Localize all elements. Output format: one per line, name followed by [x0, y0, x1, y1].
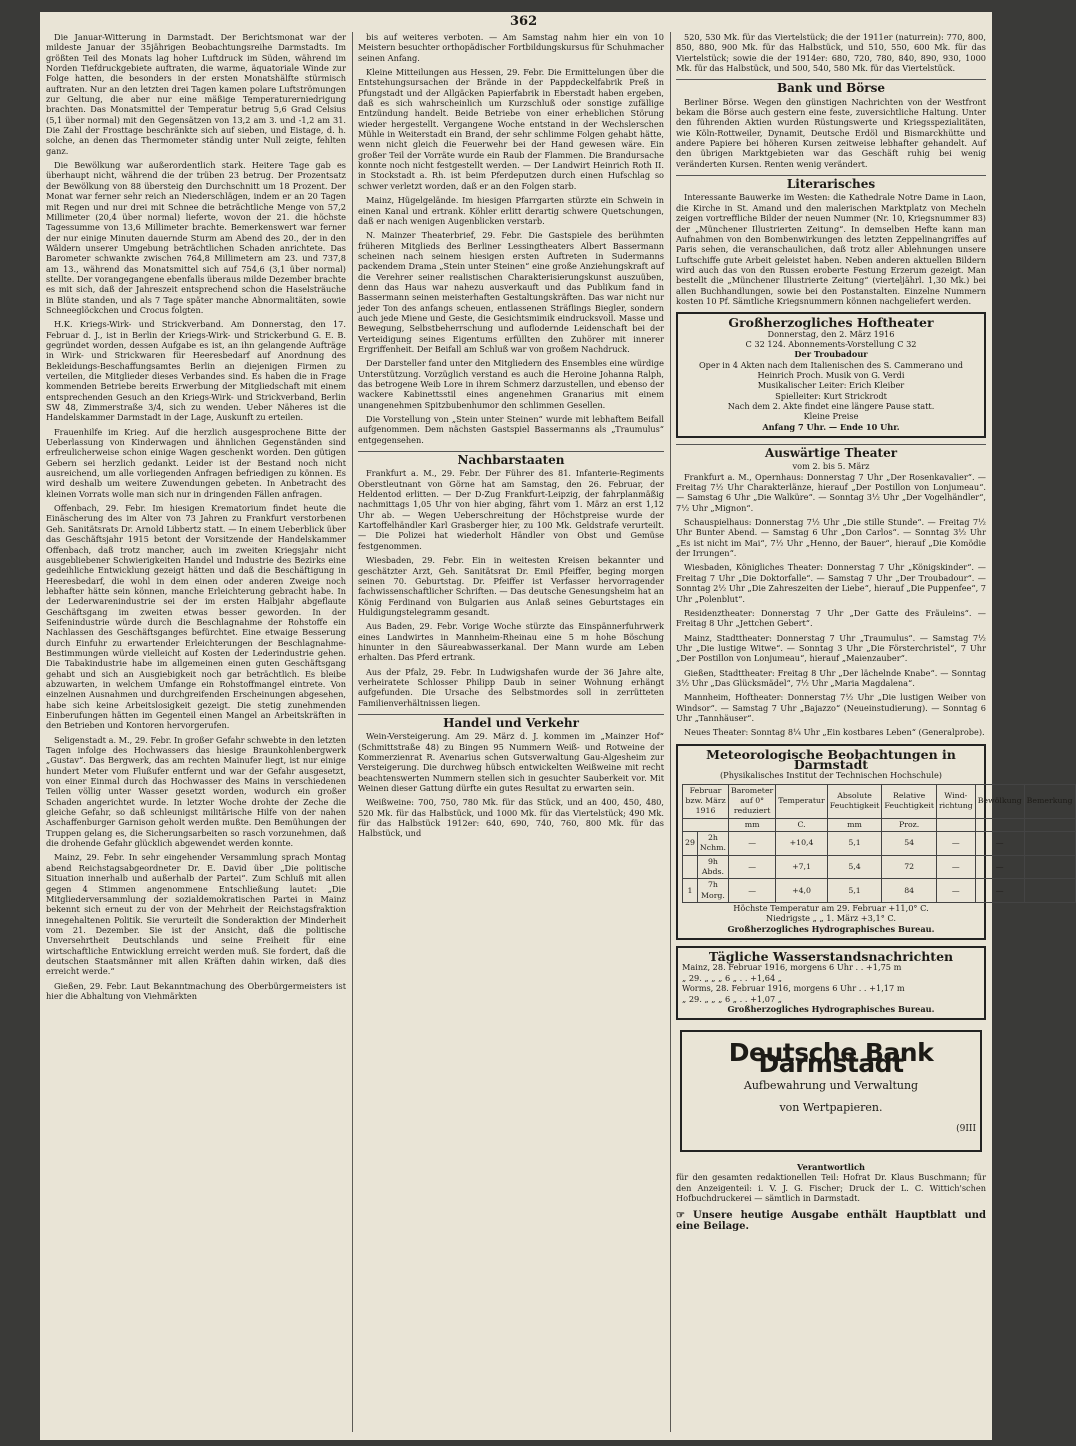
met-cell: 9h Abds.	[697, 855, 728, 879]
ad-line-1: Aufbewahrung und Verwaltung	[743, 1078, 919, 1092]
verantwortlich-title: Verantwortlich	[797, 1161, 865, 1172]
column-1	[46, 32, 346, 1432]
hoftheater-preise: Kleine Preise	[803, 411, 859, 422]
met-head: Absolute Feuchtigkeit	[827, 784, 882, 818]
water-box	[676, 946, 986, 1020]
met-unit	[1024, 818, 1075, 831]
met-header-row	[683, 784, 1076, 818]
met-cell: 5,4	[827, 855, 882, 879]
article: Die Vorstellung von „Stein unter Steinen“ wurde mit lebhaftem Beifall aufgenommen. Dem nächsten Gastspiel Bassermanns als „Traumulus“ entgegensehen.	[358, 414, 664, 445]
water-line: „ 29. „ „ „ 6 „ . . +1,07 „	[682, 993, 783, 1004]
theater-listing: Gießen, Stadttheater: Freitag 8 Uhr „Der lächelnde Knabe“. — Sonntag 3½ Uhr „Das Glücksmädel“, 7½ Uhr „Maria Magdalena“.	[676, 667, 986, 688]
hoftheater-date: Donnerstag, den 2. März 1916	[767, 328, 895, 339]
theater-listing: Neues Theater: Sonntag 8¼ Uhr „Ein kostbares Leben“ (Generalprobe).	[684, 727, 985, 738]
water-line: Mainz, 28. Februar 1916, morgens 6 Uhr . . +1,75 m	[682, 962, 902, 973]
met-cell: 1	[683, 879, 698, 903]
hoftheater-desc: Oper in 4 Akten nach dem Italienischen des S. Cammerano und Heinrich Proch. Musik von G. Verdi	[698, 359, 964, 380]
theater-listing: Residenztheater: Donnerstag 7 Uhr „Der Gatte des Fräuleins“. — Freitag 8 Uhr „Jettchen Gebert“.	[676, 607, 986, 629]
article: Aus der Pfalz, 29. Febr. In Ludwigshafen wurde der 36 Jahre alte, verheiratete Schlosser Philipp Daub in seiner Wohnung erhängt aufgefunden. Die Ursache des Selbstmordes soll in zerrütteten Familienverhältnissen liegen.	[358, 666, 664, 708]
met-head: Bewölkung	[975, 784, 1024, 818]
article: Wiesbaden, 29. Febr. Ein in weitesten Kreisen bekannter und geschätzter Arzt, Geh. Sanitätsrat Dr. Emil Pfeiffer, beging morgen seinen 70. Geburtstag. Dr. Pfeiffer ist Verfasser hervorragender fachwissenschaftlicher Schriften. — Das deutsche Genesungsheim hat an König Ferdinand von Bulgarien aus Anlaß seines Geburtstages ein Huldigungstelegramm gesandt.	[358, 555, 664, 617]
met-unit	[683, 818, 729, 831]
article: N. Mainzer Theaterbrief, 29. Febr. Die Gastspiele des berühmten früheren Mitglieds des Berliner Lessingtheaters Albert Bassermann scheinen nach seinem hiesigen ersten Auftreten in Sudermanns packendem Drama „Stein unter Steinen“ eine große Anziehungskraft auf die Verehrer seiner realistischen Charakterisierungskunst auszuüben, denn das Haus war nahezu ausverkauft und das Publikum fand in Bassermann seinen meisterhaften Gestaltungskräften. Das war nicht nur jeder Ton des anfangs scheuen, entlassenen Sträflings Biegler, sondern auch jede Miene und Geste, die Gesichtsmimik eindrucksvoll. Masse und Bewegung, Selbstbeherrschung und auflodernde Leidenschaft bei der Verteidigung seines Eigentums erfüllten den Zuhörer mit innerer Ergriffenheit. Der Beifall am Schluß war von großem Nachdruck.	[358, 230, 664, 354]
water-line: Worms, 28. Februar 1916, morgens 6 Uhr . . +1,17 m	[682, 983, 905, 994]
met-cell: 84	[882, 879, 937, 903]
met-cell: —	[936, 879, 975, 903]
met-head: Barometer auf 0° reduziert	[729, 784, 776, 818]
page-number: 362	[510, 14, 538, 29]
column-2	[358, 32, 664, 1432]
met-cell: 5,1	[827, 879, 882, 903]
met-unit: C.	[776, 818, 827, 831]
auswaertig-subtitle: vom 2. bis 5. März	[792, 461, 870, 472]
water-line: „ 29. „ „ „ 6 „ . . +1,64 „	[682, 972, 783, 983]
ad-line-2: von Wertpapieren.	[779, 1101, 883, 1115]
met-cell: —	[936, 855, 975, 879]
met-row	[683, 832, 1076, 856]
met-cell: +4,0	[776, 879, 827, 903]
met-cell: 7h Morg.	[697, 879, 728, 903]
column-3	[676, 32, 1073, 1432]
hoftheater-box	[676, 312, 986, 438]
met-unit: mm	[827, 818, 882, 831]
article: H.K. Kriegs-Wirk- und Strickverband. Am Donnerstag, den 17. Februar d. J., ist in Berlin der Kriegs-Wirk- und Strickerbund G. E. B. gegründet worden, dessen Aufgabe es ist, an ihn gelangende Aufträge in Wirk- und Strickwaren für Heeresbedarf auf Anordnung des Bekleidungs-Beschaffungsamtes Berlin an diejenigen Firmen zu verteilen, die Mitglieder dieses Verbandes sind. Es haben die in Frage kommenden Betriebe bereits Erwerbung der Mitgliedschaft mit einem entsprechenden Gesuch an den Kriegs-Wirk- und Strickverband, Berlin SW 48, Zimmerstraße 3/4, sich zu wenden. Ueber Näheres ist die Handelskammer Darmstadt in der Lage, Auskunft zu erteilen.	[46, 319, 346, 423]
article: Aus Baden, 29. Febr. Vorige Woche stürzte das Einspännerfuhrwerk eines Landwirtes in Mannheim-Rheinau eine 5 m hohe Böschung hinunter in den Säureabwasserkanal. Der Mann wurde am Leben erhalten. Das Pferd ertrank.	[358, 621, 664, 663]
hoftheater-title: Großherzogliches Hoftheater	[728, 315, 934, 331]
met-box	[676, 744, 1073, 941]
article: Die Bewölkung war außerordentlich stark. Heitere Tage gab es überhaupt nicht, während die der trüben 23 betrug. Der Prozentsatz der Bewölkung von 88 übersteig den Durchschnitt um 18 Prozent. Der Monat war ferner sehr reich an Niederschlägen, indem er an 20 Tagen mit Regen und nur drei mit Schnee die beträchtliche Menge von 57,2 Millimeter (20,4 über normal) lieferte, wovon der 21. die höchste Tagessumme von 13,6 Millimeter brachte. Bemerkenswert war ferner der nur einige Minuten dauernde Sturm am Abend des 20., der in den Wäldern unserer Umgebung beträchtlichen Schaden anrichtete. Das Barometer schwankte zwischen 764,8 Millimetern am 23. und 737,8 am 13., während das Monatsmittel sich auf 754,6 (3,1 über normal) stellte. Der vorangegangene ebenfalls überaus milde Dezember brachte es mit sich, daß der Jahreszeit entsprechend schon die Haselsträuche in Blüte standen, und als 7 Tage später manche Abnormalitäten, sowie Schneeglöckchen und Crocus folgten.	[46, 160, 346, 315]
hoftheater-abo: C 32 124. Abonnements-Vorstellung C 32	[745, 338, 917, 349]
theater-listing: Wiesbaden, Königliches Theater: Donnerstag 7 Uhr „Königskinder“. — Freitag 7 Uhr „Die Doktorfalle“. — Samstag 7 Uhr „Der Troubadour“. — Sonntag 2½ Uhr „Die Zahreszeiten der Liebe“, hierauf „Die Puppenfee“, 7 Uhr „Polenblut“.	[676, 562, 986, 604]
theater-listing: Schauspielhaus: Donnerstag 7½ Uhr „Die stille Stunde“. — Freitag 7½ Uhr Bunter Abend. — Samstag 6 Uhr „Don Carlos“. — Sonntag 3½ Uhr „Es ist nicht im Mai“, 7½ Uhr „Henno, der Bauer“, hierauf „Die Komödie der Irrungen“.	[676, 517, 986, 559]
met-cell: 2h Nchm.	[697, 832, 728, 856]
article: Kleine Mitteilungen aus Hessen, 29. Febr. Die Ermittelungen über die Entstehungsursachen der Brände in der Pappdeckelfabrik Preß in Pfungstadt und der Allgäcken Papierfabrik in Eberstadt haben ergeben, daß es sich wahrscheinlich um Kurzschluß oder sonstige zufällige Entzündung handelt. Beide Betriebe von einer erheblichen Störung wieder hergestellt. Vergangene Woche entstand in der Wechslerschen Mühle in Weiterstadt ein Brand, der sehr schlimme Folgen gehabt hätte, wenn nicht gleich die Feuerwehr bei der Hand gewesen wäre. Ein großer Teil der Vorräte wurde ein Raub der Flammen. Die Brandursache konnte noch nicht festgestellt werden. — Der Landwirt Heinrich Roth II. in Stockstadt a. Rh. ist beim Pferdeputzen durch einen Hufschlag so schwer verletzt worden, daß er an den Folgen starb.	[358, 67, 664, 191]
article: Mainz, 29. Febr. In sehr eingehender Versammlung sprach Montag abend Reichstagsabgeordneter Dr. E. David über „Die politische Situation innerhalb und außerhalb der Partei“. Zum Schluß mit allen gegen 4 Stimmen angenommene Entschließung lautet: „Die Mitgliederversammlung der sozialdemokratischen Partei in Mainz bekennt sich erneut zu der von der Mehrheit der Reichstagsfraktion innegehaltenen Politik. Sie verurteilt die Sonderaktion der Minderheit vom 21. Dezember. Sie ist der Ansicht, daß die politische Unversehrtheit Deutschlands und seine Freiheit für eine wirtschaftliche Entwicklung erreicht werden muß. Sie fordert, daß die deutschen Staatsmänner mit allen Kräften dahin wirken, daß dies erreicht werde.“	[46, 852, 346, 977]
met-max: Höchste Temperatur am 29. Februar +11,0° C.	[733, 903, 929, 914]
water-title: Tägliche Wasserstandsnachrichten	[708, 949, 954, 965]
article: bis auf weiteres verboten. — Am Samstag nahm hier ein von 10 Meistern besuchter orthopädischer Fortbildungskursus für Schuhmacher seinen Anfang.	[358, 32, 664, 63]
section-heading-handel: Handel und Verkehr	[358, 714, 664, 728]
section-heading-literarisches: Literarisches	[676, 175, 986, 189]
article: Seligenstadt a. M., 29. Febr. In großer Gefahr schwebte in den letzten Tagen infolge des Hochwassers das hiesige Braunkohlenbergwerk „Gustav“. Das Bergwerk, das am rechten Mainufer liegt, ist nur einige hundert Meter vom Flußufer entfernt und war der Gefahr ausgesetzt, von einer Einmal durch das Hochwasser des Mains in verschiedenen Teilen völlig unter Wasser gesetzt worden, wodurch ein großer Schaden angerichtet wurde. In letzter Woche drohte der Zeche die gleiche Gefahr, so daß schleunigst militärische Hilfe von der nahen Aschaffenburger Garnison geholt werden mußte. Den Bemühungen der Truppen gelang es, die Sicherungsarbeiten so rasch vorzunehmen, daß die drohende Gefahr glücklich abgewendet werden konnte.	[46, 734, 346, 849]
met-cell: —	[936, 832, 975, 856]
met-row	[683, 879, 1076, 903]
met-subtitle: (Physikalisches Institut der Technischen Hochschule)	[719, 770, 942, 781]
section-heading-auswaertig: Auswärtige Theater	[676, 444, 986, 458]
newspaper-page	[40, 12, 1073, 1440]
met-unit: mm	[729, 818, 776, 831]
column-divider	[670, 32, 671, 1432]
footer-notice	[676, 1211, 986, 1232]
met-unit: Proz.	[882, 818, 937, 831]
verantwortlich-box	[676, 1162, 986, 1203]
met-table	[682, 784, 1076, 903]
hoftheater-pause: Nach dem 2. Akte findet eine längere Pause statt.	[727, 401, 935, 411]
theater-listing: Mannheim, Hoftheater: Donnerstag 7½ Uhr „Die lustigen Weiber von Windsor“. — Samstag 7 Uhr „Bajazzo“ (Neueinstudierung). — Sonntag 6 Uhr „Tannhäuser“.	[676, 692, 986, 723]
met-cell	[1024, 832, 1075, 856]
met-cell	[683, 855, 698, 879]
met-credit: Großherzogliches Hydrographisches Bureau.	[727, 923, 935, 934]
hoftheater-zeit: Anfang 7 Uhr. — Ende 10 Uhr.	[762, 421, 900, 432]
article: Frauenhilfe im Krieg. Auf die herzlich ausgesprochene Bitte der Ueberlassung von Kinderwagen und ähnlichen Gegenständen sind erfreulicherweise schon einige Wagen geschenkt worden. Den gütigen Gebern sei herzlich gedankt. Leider ist der Bestand noch nicht ausreichend, um alle vorliegenden Anfragen befriedigen zu können. Es wird deshalb um weitere Zuwendungen gebeten. In Anbetracht des kleinen Vorrats wolle man sich nur in dringenden Fällen anfragen.	[46, 426, 346, 499]
theater-listing: Mainz, Stadttheater: Donnerstag 7 Uhr „Traumulus“. — Samstag 7½ Uhr „Die lustige Witwe“. — Sonntag 3 Uhr „Die Försterchristel“, 7 Uhr „Der Postillon von Lonjumeau“, hierauf „Maienzauber“.	[676, 632, 986, 664]
met-cell: 72	[882, 855, 937, 879]
met-head: Relative Feuchtigkeit	[882, 784, 937, 818]
met-units-row	[683, 818, 1076, 831]
met-row	[683, 855, 1076, 879]
met-cell: 29	[683, 832, 698, 856]
verantwortlich-text: für den gesamten redaktionellen Teil: Hofrat Dr. Klaus Buschmann; für den Anzeigenteil: i. V. J. G. Fischer; Druck der L. C. Wittich'schen Hofbuchdruckerei — sämtlich in Darmstadt.	[676, 1172, 986, 1203]
met-min: Niedrigste „ „ 1. März +3,1° C.	[766, 913, 896, 924]
hoftheater-leitung: Musikalischer Leiter: Erich Kleiber	[757, 380, 905, 391]
met-cell: —	[975, 879, 1024, 903]
met-cell: +7,1	[776, 855, 827, 879]
water-credit: Großherzogliches Hydrographisches Bureau.	[727, 1003, 935, 1014]
met-head: Februar bzw. März 1916	[683, 784, 729, 818]
met-cell: —	[729, 879, 776, 903]
met-cell: —	[729, 832, 776, 856]
section-heading-bank: Bank und Börse	[676, 79, 986, 93]
ad-bank-name: Deutsche Bank Darmstadt	[728, 1038, 934, 1078]
article: 520, 530 Mk. für das Viertelstück; die der 1911er (naturrein): 770, 800, 850, 880, 900 Mk. für das Halbstück, und 510, 550, 600 Mk. für das Viertelstück; sowie die der 1914er: 680, 720, 780, 840, 890, 930, 1000 Mk. für das Halbstück, und 500, 540, 580 Mk. für das Viertelstück.	[676, 32, 986, 74]
met-cell: —	[975, 832, 1024, 856]
met-head: Bemerkung	[1024, 784, 1075, 818]
article: Berliner Börse. Wegen den günstigen Nachrichten von der Westfront bekam die Börse auch gestern eine feste, zuversichtliche Haltung. Unter den führenden Aktien wurden Rüstungswerte und Kriegsspezialitäten, wie Köln-Rottweiler, Dynamit, Deutsche Erdöl und Bismarckhütte und andere Papiere bei höheren Kursen zeitweise lebhafter gehandelt. Auf den übrigen Marktgebieten war das Geschäft ruhig bei wenig veränderten Kursen. Renten wenig verändert.	[676, 96, 986, 169]
met-cell	[1024, 879, 1075, 903]
article: Interessante Bauwerke im Westen: die Kathedrale Notre Dame in Laon, die Kirche in St. Amand und den malerischen Marktplatz von Mecheln zeigen vortreffliche Bilder der neuen Nummer (Nr. 10, Kriegsnummer 83) der „Münchener Illustrierten Zeitung“. In demselben Hefte kann man Aufnahmen von den Bombenwirkungen des letzten Zeppelinangriffes auf Paris sehen, die veranschaulichen, daß trotz aller Ablehnungen unsere Luftschiffe gute Arbeit geleistet haben. Neben anderen aktuellen Bildern wird auch das von den Russen eroberte Festung Erzerum gezeigt. Man bestellt die „Münchener Illustrierte Zeitung“ (vierteljährl. 1,30 Mk.) bei allen Buchhandlungen, sowie bei den Postanstalten. Einzelne Nummern kosten 10 Pf. Sämtliche Kriegsnummern können nachgeliefert werden.	[676, 192, 986, 306]
met-head: Wind-richtung	[936, 784, 975, 818]
article: Mainz, Hügelgelände. Im hiesigen Pfarrgarten stürzte ein Schwein in einen Kanal und ertrank. Köhler erlitt derartig schwere Quetschungen, daß er nach wenigen Augenblicken verstarb.	[358, 195, 664, 226]
column-divider	[352, 32, 353, 1432]
pointing-hand-icon: ☞	[676, 1210, 685, 1222]
met-cell: 5,1	[827, 832, 882, 856]
theater-listing: Frankfurt a. M., Opernhaus: Donnerstag 7 Uhr „Der Rosenkavalier“. — Freitag 7½ Uhr Charakterlänze, hierauf „Der Postillon von Lonjumeau“. — Samstag 6 Uhr „Die Walküre“. — Sonntag 3½ Uhr „Der Vogelhändler“, 7½ Uhr „Mignon“.	[676, 471, 986, 513]
met-title: Meteorologische Beobachtungen in Darmstadt	[706, 746, 956, 772]
met-cell: —	[729, 855, 776, 879]
bank-advertisement	[680, 1030, 982, 1152]
article: Der Darsteller fand unter den Mitgliedern des Ensembles eine würdige Unterstützung. Vorzüglich verstand es auch die Heroine Johanna Ralph, das betrogene Weib Lore in ihrem Schmerz darzustellen, und ebenso der wackere Kabinettsstil eines angenehmen Granarius mit einem unangenehmen Spitzbubenhumor den schlimmen Gesellen.	[358, 358, 664, 410]
ad-code: (9III	[956, 1123, 976, 1134]
article: Gießen, 29. Febr. Laut Bekanntmachung des Oberbürgermeisters ist hier die Abhaltung von Viehmärkten	[46, 980, 346, 1001]
met-unit	[975, 818, 1024, 831]
met-head: Temperatur	[776, 784, 827, 818]
article: Frankfurt a. M., 29. Febr. Der Führer des 81. Infanterie-Regiments Oberstleutnant von Görne hat am Samstag, den 26. Februar, der Heldentod erlitten. — Der D-Zug Frankfurt-Leipzig, der fahrplanmäßig nachmittags 1,05 Uhr von hier abging, fährt vom 1. März an erst 1,12 Uhr ab. — Wegen Ueberschreitung der Höchstpreise wurde der Kartoffelhändler Karl Grasberger hier, zu 100 Mk. Geldstrafe verurteilt. — Die Polizei hat wiederholt Händler von Obst und Gemüse festgenommen.	[358, 468, 664, 551]
met-cell: +10,4	[776, 832, 827, 856]
hoftheater-play: Der Troubadour	[794, 349, 868, 360]
article: Wein-Versteigerung. Am 29. März d. J. kommen im „Mainzer Hof“ (Schmittstraße 48) zu Bingen 95 Nummern Weiß- und Rotweine der Kommerzienrat R. Avenarius schen Gutsverwaltung Gau-Algesheim zur Versteigerung. Die durchweg hübsch entwickelten Weißweine mit recht beachtenswerten Nummern stellen sich in gesuchter Sauberkeit vor. Mit Weinen dieser Gattung dürfte ein gutes Resultat zu erwarten sein.	[358, 731, 664, 794]
section-heading-nachbarstaaten: Nachbarstaaten	[358, 451, 664, 465]
footer-notice-text: Unsere heutige Ausgabe enthält Hauptblatt und eine Beilage.	[676, 1210, 986, 1232]
met-cell: —	[975, 855, 1024, 879]
met-unit	[936, 818, 975, 831]
met-cell	[1024, 855, 1075, 879]
hoftheater-spiel: Spielleiter: Kurt Strickrodt	[775, 390, 887, 401]
article: Die Januar-Witterung in Darmstadt. Der Berichtsmonat war der mildeste Januar der 35jährigen Beobachtungsreihe Darmstadts. Im größten Teil des Monats lag hoher Luftdruck im Süden, während im Norden Tiefdruckgebiete auftraten, die warme, äquatoriale Winde zur Folge hatten, die besonders in der ersten Monatshälfte stürmisch auftraten. Nur an den letzten drei Tagen kamen polare Luftströmungen zur Geltung, die aber nur eine mäßige Temperaturerniedrigung brachten. Das Monatsmittel der Temperatur betrug 5,6 Grad Celsius (5,1 über normal) mit den Gegensätzen von 13,2 am 3. und -1,2 am 31. Die Zahl der Frosttage beschränkte sich auf sieben, und Eistage, d. h. solche, an denen das Thermometer ständig unter Null zeigte, fehlten ganz.	[46, 32, 346, 156]
article: Weißweine: 700, 750, 780 Mk. für das Stück, und an 400, 450, 480, 520 Mk. für das Halbstück, und 1000 Mk. für das Viertelstück; 490 Mk. für das Halbstück 1912er: 640, 690, 740, 760, 800 Mk. für das Halbstück, und	[358, 797, 664, 839]
met-cell: 54	[882, 832, 937, 856]
article: Offenbach, 29. Febr. Im hiesigen Krematorium findet heute die Einäscherung des im Alter von 73 Jahren zu Frankfurt verstorbenen Geh. Sanitätsrats Dr. Arnold Libbertz statt. — In einem Ueberblick über das Geschäftsjahr 1915 betont der Vorsitzende der Handelskammer Offenbach, daß trotz mancher, auch im zweiten Kriegsjahr nicht ausgebliebener Schwierigkeiten Handel und Industrie des Bezirks eine gedeihliche Entwicklung gezeigt hätten und daß die Beschäftigung in Heeresbedarf, die wohl in dem einen oder anderen Zweige noch lebhafter hätte sein können, manche Erleichterung gebracht habe. In der Lederwarenindustrie sei der im ersten Halbjahr abgeflaute Geschäftsgang im zweiten etwas besser geworden. In der Seifenindustrie würde durch die Beschlagnahme der Rohstoffe ein Nachlassen des Geschäftsganges befürchtet. Eine etwaige Besserung durch Einfuhr zu erwartender Erleichterungen der Beschlagnahme-Bestimmungen würde vielleicht auf Kosten der Lederindustrie gehen. Die Tabakindustrie habe im allgemeinen einen guten Geschäftsgang gehabt und sich an Ausgiebigkeit noch gar beträchtlich. Es bleibe abzuwarten, in welchem Umfange ein Rohstoffmangel eintrete. Von einzelnen Ausnahmen und durchgreifenden Erscheinungen abgesehen, habe sich keine Arbeitslosigkeit gezeigt. Die stetig zunehmenden Einberufungen hätten im Gegenteil einen Mangel an Arbeitskräften in den Betrieben und Kontoren hervorgerufen.	[46, 503, 346, 731]
